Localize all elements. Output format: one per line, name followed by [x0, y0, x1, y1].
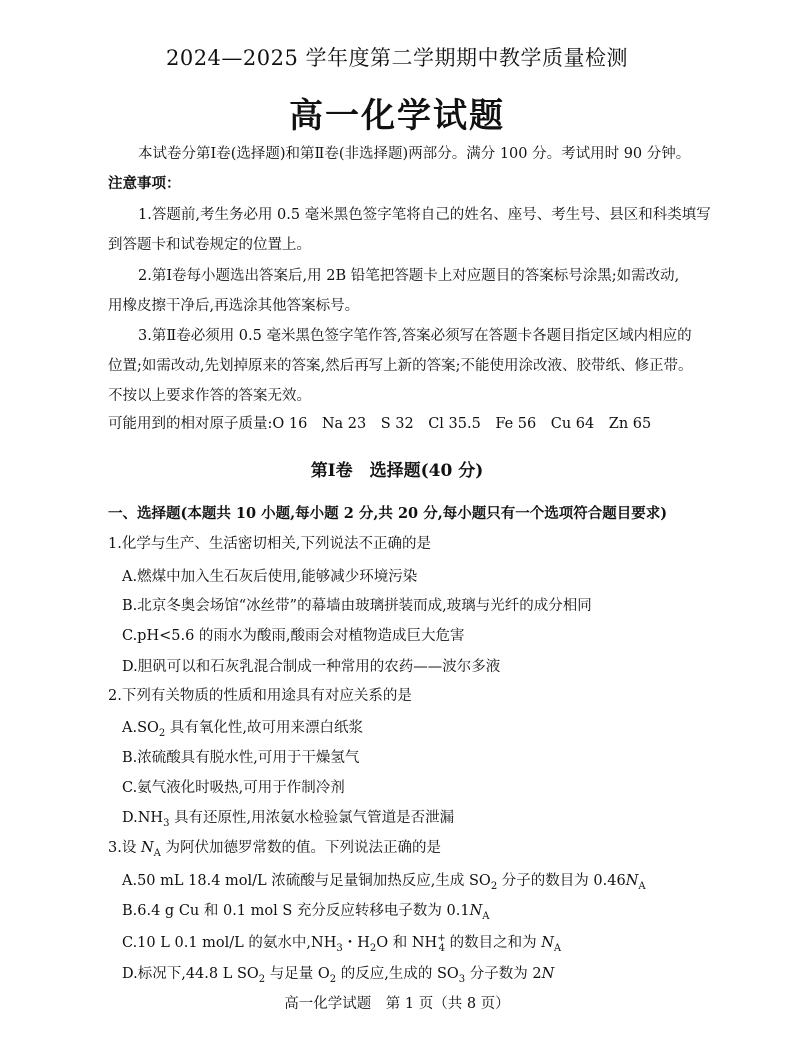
notice-item-2-cont: 用橡皮擦干净后,再选涂其他答案标号。: [108, 298, 360, 314]
question-1-option-c: C.pH<5.6 的雨水为酸雨,酸雨会对植物造成巨大危害: [122, 628, 465, 644]
page-title: 高一化学试题: [289, 96, 505, 136]
section-title: 第Ⅰ卷 选择题(40 分): [310, 461, 484, 481]
atomic-masses: 可能用到的相对原子质量:O 16 Na 23 S 32 Cl 35.5 Fe 56 Cu 64 Zn 65: [108, 416, 652, 432]
notice-item-3-cont: 位置;如需改动,先划掉原来的答案,然后再写上新的答案;不能使用涂改液、胶带纸、修正带。: [108, 358, 693, 374]
notice-item-1: 1.答题前,考生务必用 0.5 毫米黑色签字笔将自己的姓名、座号、考生号、县区和科类填写: [138, 207, 711, 223]
question-1-option-a: A.燃煤中加入生石灰后使用,能够减少环境污染: [122, 569, 418, 585]
question-3-option-d: D.标况下,44.8 L $SO_2$ 与足量 $O_2$ 的反应,生成的 $SO_3$ 分子数为 2N: [122, 966, 555, 985]
question-1-stem: 1.化学与生产、生活密切相关,下列说法不正确的是: [108, 536, 431, 552]
question-2-option-d: $D.NH_3$ 具有还原性,用浓氨水检验氯气管道是否泄漏: [122, 810, 455, 829]
question-3-stem: 3.设 $N_A$ 为阿伏加德罗常数的值。下列说法正确的是: [108, 840, 441, 859]
question-2-option-b: B.浓硫酸具有脱水性,可用于干燥氢气: [122, 750, 360, 766]
question-3-option-c: C.10 L 0.1 mol/L 的氨水中$,NH_3$・$H_2O$ 和 $NH^+_4$ 的数目之和为 $N_A$: [122, 933, 562, 954]
page-footer: 高一化学试题 第 1 页（共 8 页）: [284, 996, 510, 1012]
notice-item-2: 2.第Ⅰ卷每小题选出答案后,用 2B 铅笔把答题卡上对应题目的答案标号涂黑;如需改动,: [138, 268, 680, 284]
question-3-option-b: B.6.4 g Cu 和 0.1 mol S 充分反应转移电子数为 $0.1N_A$: [122, 903, 490, 922]
intro-text: 本试卷分第Ⅰ卷(选择题)和第Ⅱ卷(非选择题)两部分。满分 100 分。考试用时 90 分钟。: [138, 146, 691, 162]
question-3-option-a: A.50 mL 18.4 mol/L 浓硫酸与足量铜加热反应,生成 $SO_2$ 分子的数目为 $0.46N_A$: [122, 873, 646, 892]
notice-item-3: 3.第Ⅱ卷必须用 0.5 毫米黑色签字笔作答,答案必须写在答题卡各题目指定区域内相应的: [138, 328, 692, 344]
question-1-option-d: D.胆矾可以和石灰乳混合制成一种常用的农药——波尔多液: [122, 659, 501, 675]
question-2-option-c: C.氨气液化时吸热,可用于作制冷剂: [122, 780, 345, 796]
notice-heading: 注意事项：: [108, 175, 181, 192]
part-heading: 一、选择题(本题共 10 小题,每小题 2 分,共 20 分,每小题只有一个选项符合题目要求): [108, 505, 668, 522]
question-2-stem: 2.下列有关物质的性质和用途具有对应关系的是: [108, 688, 412, 704]
question-1-option-b: B.北京冬奥会场馆“冰丝带”的幕墙由玻璃拼装而成,玻璃与光纤的成分相同: [122, 598, 592, 614]
exam-header: 2024—2025 学年度第二学期期中教学质量检测: [165, 46, 629, 70]
question-2-option-a: $A.SO_2$ 具有氧化性,故可用来漂白纸浆: [122, 720, 363, 739]
notice-item-3-cont2: 不按以上要求作答的答案无效。: [108, 388, 311, 404]
notice-item-1-cont: 到答题卡和试卷规定的位置上。: [108, 237, 311, 253]
